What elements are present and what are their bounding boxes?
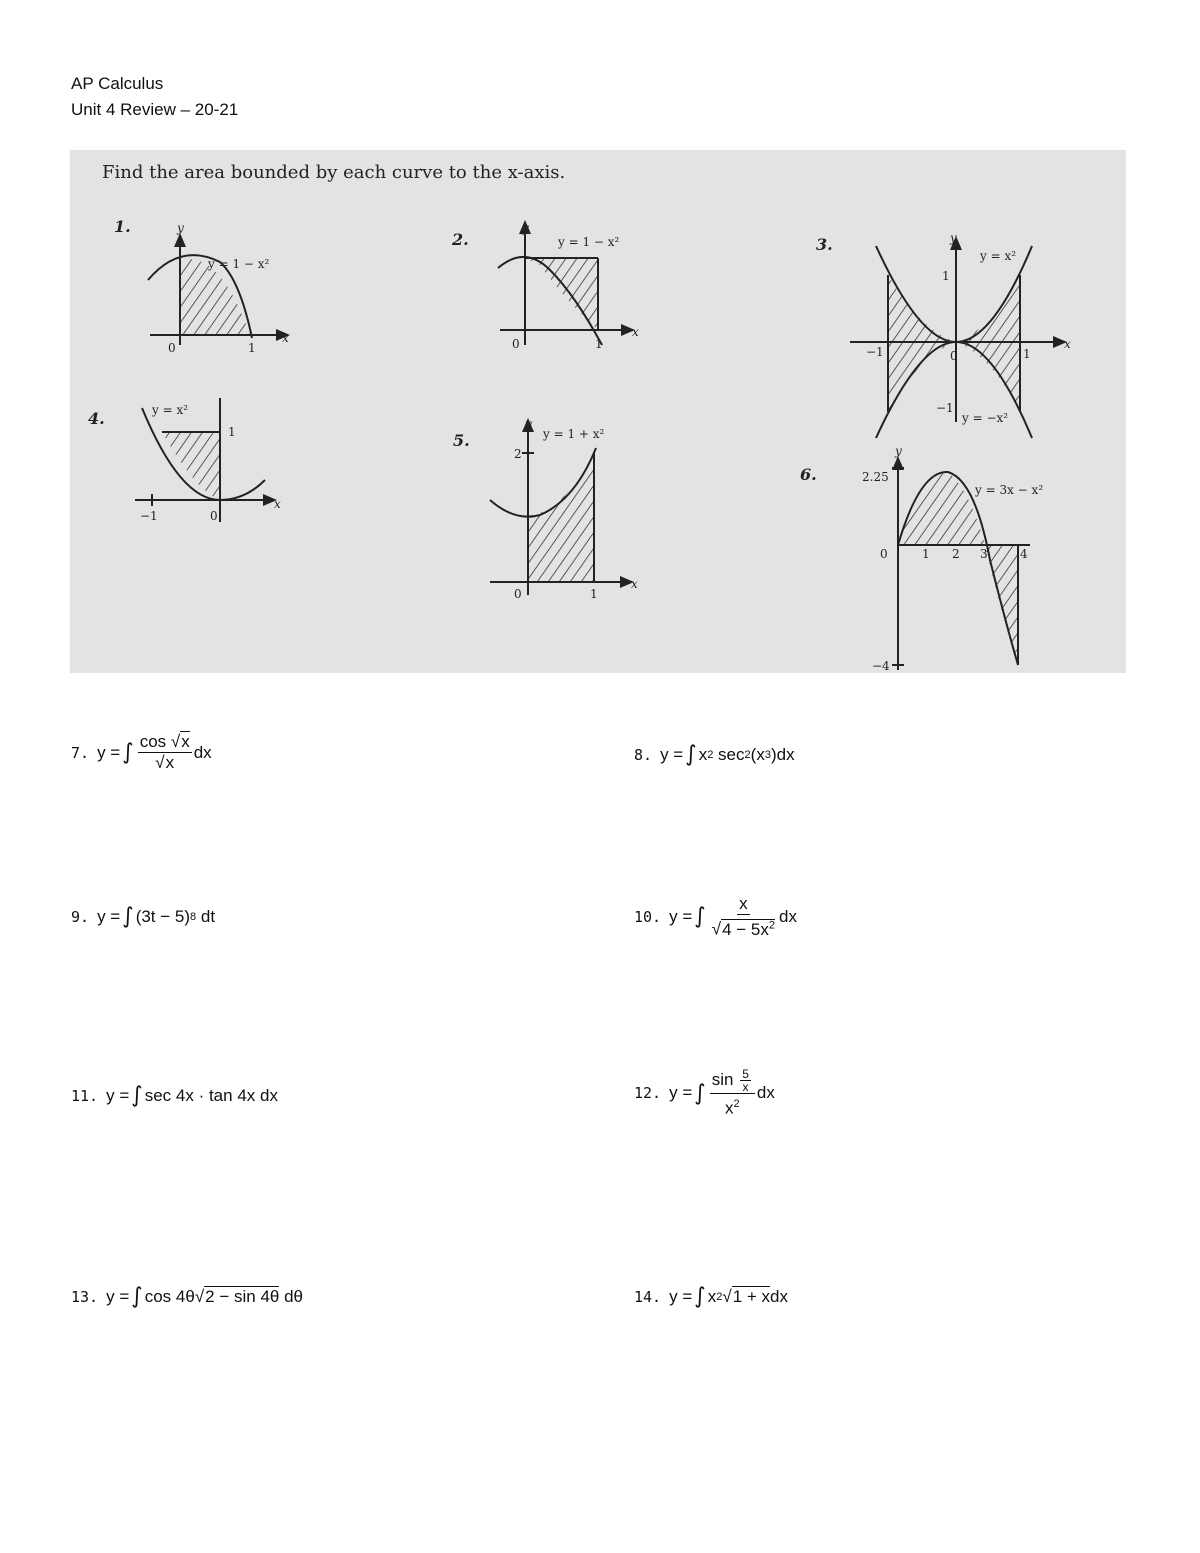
problem-10 xyxy=(634,894,797,940)
graph-1-x-axis: x xyxy=(282,331,289,345)
graph-3-tick-0: 1 xyxy=(942,269,950,283)
paren: ) xyxy=(770,744,777,764)
problem-7 xyxy=(71,732,212,773)
radicand: 2 − sin 4θ xyxy=(205,1287,280,1306)
cos-text: cos xyxy=(139,732,167,751)
differential: dθ xyxy=(284,1286,304,1306)
differential: dx xyxy=(778,906,797,926)
graph-5-curve: y = 1 + x² xyxy=(543,427,605,441)
exponent: 2 xyxy=(744,748,751,761)
graph-3-tick-1: −1 xyxy=(936,401,954,415)
integrand: sec 4x · tan 4x dx xyxy=(144,1085,278,1105)
graph-3-curve-bottom: y = −x² xyxy=(962,411,1009,425)
graph-3-tick-3: −1 xyxy=(866,345,884,359)
paren: ( xyxy=(750,744,757,764)
differential: dx xyxy=(770,1286,788,1306)
graph-2-x-axis: x xyxy=(632,325,639,339)
problem-y: y = xyxy=(106,1085,130,1105)
problem-y: y = xyxy=(106,1286,130,1306)
problem-12 xyxy=(634,1068,775,1119)
graph-4 xyxy=(88,398,281,523)
graph-3-y-axis: y xyxy=(950,231,957,245)
fraction: $\frac{\cos √x}{√x}$ xyxy=(139,732,190,772)
graph-2-tick-1: 1 xyxy=(595,337,603,351)
graph-4-tick-1: 0 xyxy=(210,509,218,523)
integral-sign: ∫ xyxy=(694,904,706,930)
graph-1 xyxy=(114,217,289,355)
differential: dx xyxy=(193,742,212,762)
term: x xyxy=(707,1286,717,1306)
graph-2-tick-0: 0 xyxy=(512,337,520,351)
radicand: 1 + x xyxy=(732,1287,771,1306)
problem-number: 11. xyxy=(71,1086,99,1105)
numerator: 5 xyxy=(742,1067,749,1081)
problem-y: y = xyxy=(660,744,684,764)
graph-6-tick-6: −4 xyxy=(872,659,890,673)
graph-4-tick-0: −1 xyxy=(140,509,158,523)
fraction xyxy=(710,1068,755,1119)
problem-8 xyxy=(634,742,795,767)
graph-3-x-axis: x xyxy=(1064,337,1071,351)
integrand: (3t − 5) xyxy=(135,906,191,926)
radicand: x xyxy=(181,732,190,751)
scanned-figure xyxy=(70,150,1126,673)
graph-2-y-axis: y xyxy=(522,221,529,235)
graph-6-tick-3: 2 xyxy=(952,547,960,561)
graph-6-tick-4: 3 xyxy=(980,547,988,561)
numerator: x xyxy=(739,894,748,913)
sec-text: sec xyxy=(718,744,745,764)
problem-y: y = xyxy=(669,906,693,926)
graph-6-number: 6. xyxy=(800,465,817,484)
radicand: 4 − 5x xyxy=(722,919,769,939)
integral-sign: ∫ xyxy=(122,904,134,929)
graph-6-curve: y = 3x − x² xyxy=(975,483,1044,497)
denominator: x xyxy=(724,1098,734,1118)
graph-2 xyxy=(451,221,639,351)
problem-number: 7. xyxy=(71,743,90,762)
graph-5-tick-2: 1 xyxy=(590,587,598,601)
graph-1-number: 1. xyxy=(114,217,131,236)
integrand-prefix: cos 4θ xyxy=(144,1286,195,1306)
differential: dt xyxy=(200,906,216,926)
problem-9 xyxy=(71,904,215,929)
graph-1-curve: y = 1 − x² xyxy=(208,257,270,271)
radicand: x xyxy=(165,753,175,772)
fraction: $\frac{x}{√4 - 5x^2}$ xyxy=(711,894,775,939)
problem-number: 14. xyxy=(634,1287,662,1306)
graph-1-tick-0: 0 xyxy=(168,341,176,355)
problem-11 xyxy=(71,1083,278,1108)
graph-5-number: 5. xyxy=(453,431,470,450)
graph-3-tick-4: 1 xyxy=(1023,347,1031,361)
integral-sign: ∫ xyxy=(122,740,134,765)
problem-y: y = xyxy=(97,742,121,762)
graph-2-curve: y = 1 − x² xyxy=(558,235,620,249)
term: x xyxy=(756,744,765,764)
graph-5-tick-0: 2 xyxy=(514,447,522,461)
denominator: x xyxy=(742,1080,749,1094)
sin-text: sin xyxy=(711,1069,734,1089)
problem-y: y = xyxy=(669,1083,693,1103)
exponent: 2 xyxy=(707,748,714,761)
graph-6-tick-0: 2.25 xyxy=(862,470,889,484)
inner-fraction xyxy=(740,1068,751,1093)
graph-5-tick-1: 0 xyxy=(514,587,522,601)
graph-5 xyxy=(453,417,638,601)
term: x xyxy=(698,744,708,764)
problem-y: y = xyxy=(97,906,121,926)
differential: dx xyxy=(776,744,795,764)
graph-5-x-axis: x xyxy=(631,577,638,591)
graph-1-y-axis: y xyxy=(177,221,184,235)
exponent: 2 xyxy=(768,919,775,931)
differential: dx xyxy=(756,1083,775,1103)
exponent: 2 xyxy=(716,1290,723,1303)
problem-number: 8. xyxy=(634,745,653,764)
problem-number: 10. xyxy=(634,907,662,926)
graph-2-number: 2. xyxy=(452,230,469,249)
unit-title: Unit 4 Review – 20-21 xyxy=(71,100,239,119)
exponent: 2 xyxy=(733,1098,740,1110)
graph-3-tick-2: 0 xyxy=(950,349,958,363)
graph-3-curve-top: y = x² xyxy=(980,249,1017,263)
problem-number: 13. xyxy=(71,1287,99,1306)
graph-6-y-axis: y xyxy=(895,444,902,458)
integral-sign: ∫ xyxy=(694,1080,706,1106)
graph-4-number: 4. xyxy=(88,409,105,428)
graph-1-tick-1: 1 xyxy=(248,341,256,355)
integral-sign: ∫ xyxy=(131,1083,143,1108)
graph-3-number: 3. xyxy=(816,235,833,254)
problem-number: 9. xyxy=(71,907,90,926)
figure-instruction: Find the area bounded by each curve to the x-axis. xyxy=(102,162,566,183)
integral-sign: ∫ xyxy=(131,1284,143,1309)
graph-4-curve: y = x² xyxy=(152,403,189,417)
integral-sign: ∫ xyxy=(694,1284,706,1309)
graph-6-tick-2: 1 xyxy=(922,547,930,561)
graph-6-tick-1: 0 xyxy=(880,547,888,561)
problem-number: 12. xyxy=(634,1084,662,1103)
graph-4-x-axis: x xyxy=(274,497,281,511)
course-title: AP Calculus xyxy=(71,74,164,93)
graph-3 xyxy=(816,231,1071,438)
graph-6 xyxy=(800,444,1043,673)
graph-5-y-axis: y xyxy=(525,417,532,431)
problem-14: 14. y = ∫ x 2 √ 1 + x dx xyxy=(634,1284,788,1309)
problem-y: y = xyxy=(669,1286,693,1306)
integral-sign: ∫ xyxy=(685,742,697,767)
exponent: 8 xyxy=(190,910,197,923)
problem-13: 13. y = ∫ cos 4θ √ 2 − sin 4θ dθ xyxy=(71,1284,304,1309)
graph-4-tick-2: 1 xyxy=(228,425,236,439)
graph-6-tick-5: 4 xyxy=(1020,547,1028,561)
exponent: 3 xyxy=(764,748,771,761)
